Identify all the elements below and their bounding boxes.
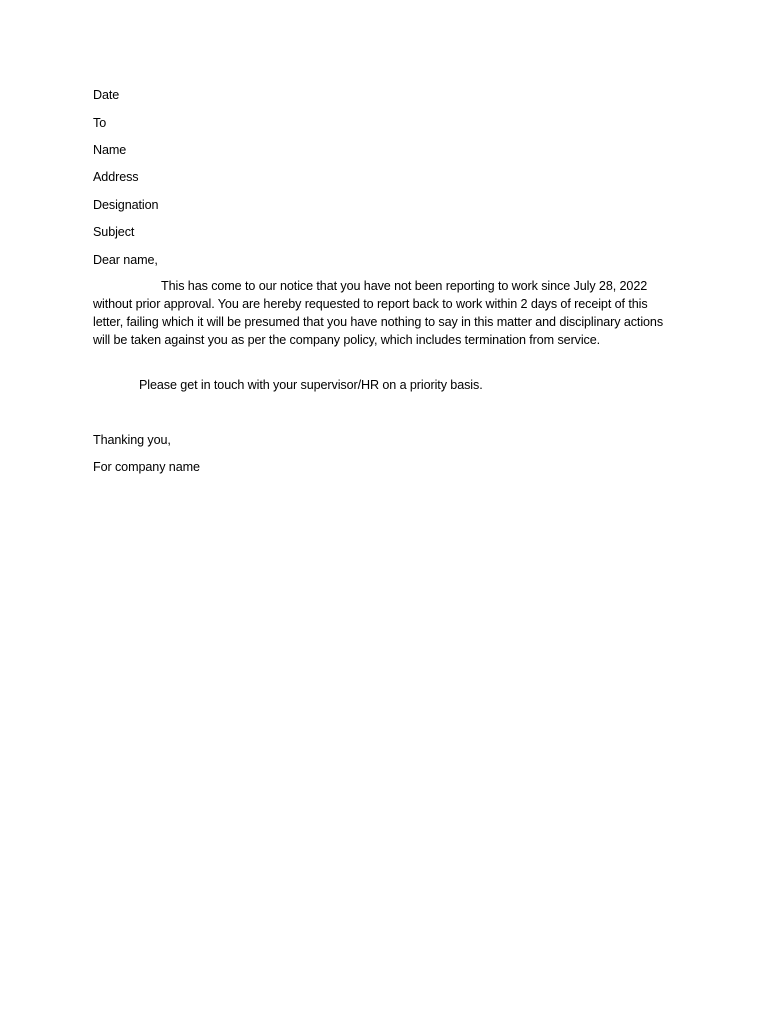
name-line: Name: [93, 143, 127, 157]
body-paragraph-1: This has come to our notice that you have not been reporting to work since July 28, 2022 without prior approval. You are hereby requested to report back to work within 2 days of receipt of this letter, failing which it will be presumed that you have nothing to say in this matter and disciplinary actions will be taken against you as per the company policy, which includes termination from service.: [93, 279, 664, 347]
to-line: To: [93, 116, 107, 130]
designation-line: Designation: [93, 198, 159, 212]
signature-line: For company name: [93, 460, 200, 474]
closing: Thanking you,: [93, 433, 171, 447]
date-line: Date: [93, 88, 120, 102]
body-paragraph-2: Please get in touch with your supervisor/HR on a priority basis.: [139, 378, 483, 392]
address-line: Address: [93, 170, 139, 184]
subject-line: Subject: [93, 225, 135, 239]
salutation: Dear name,: [93, 253, 158, 267]
